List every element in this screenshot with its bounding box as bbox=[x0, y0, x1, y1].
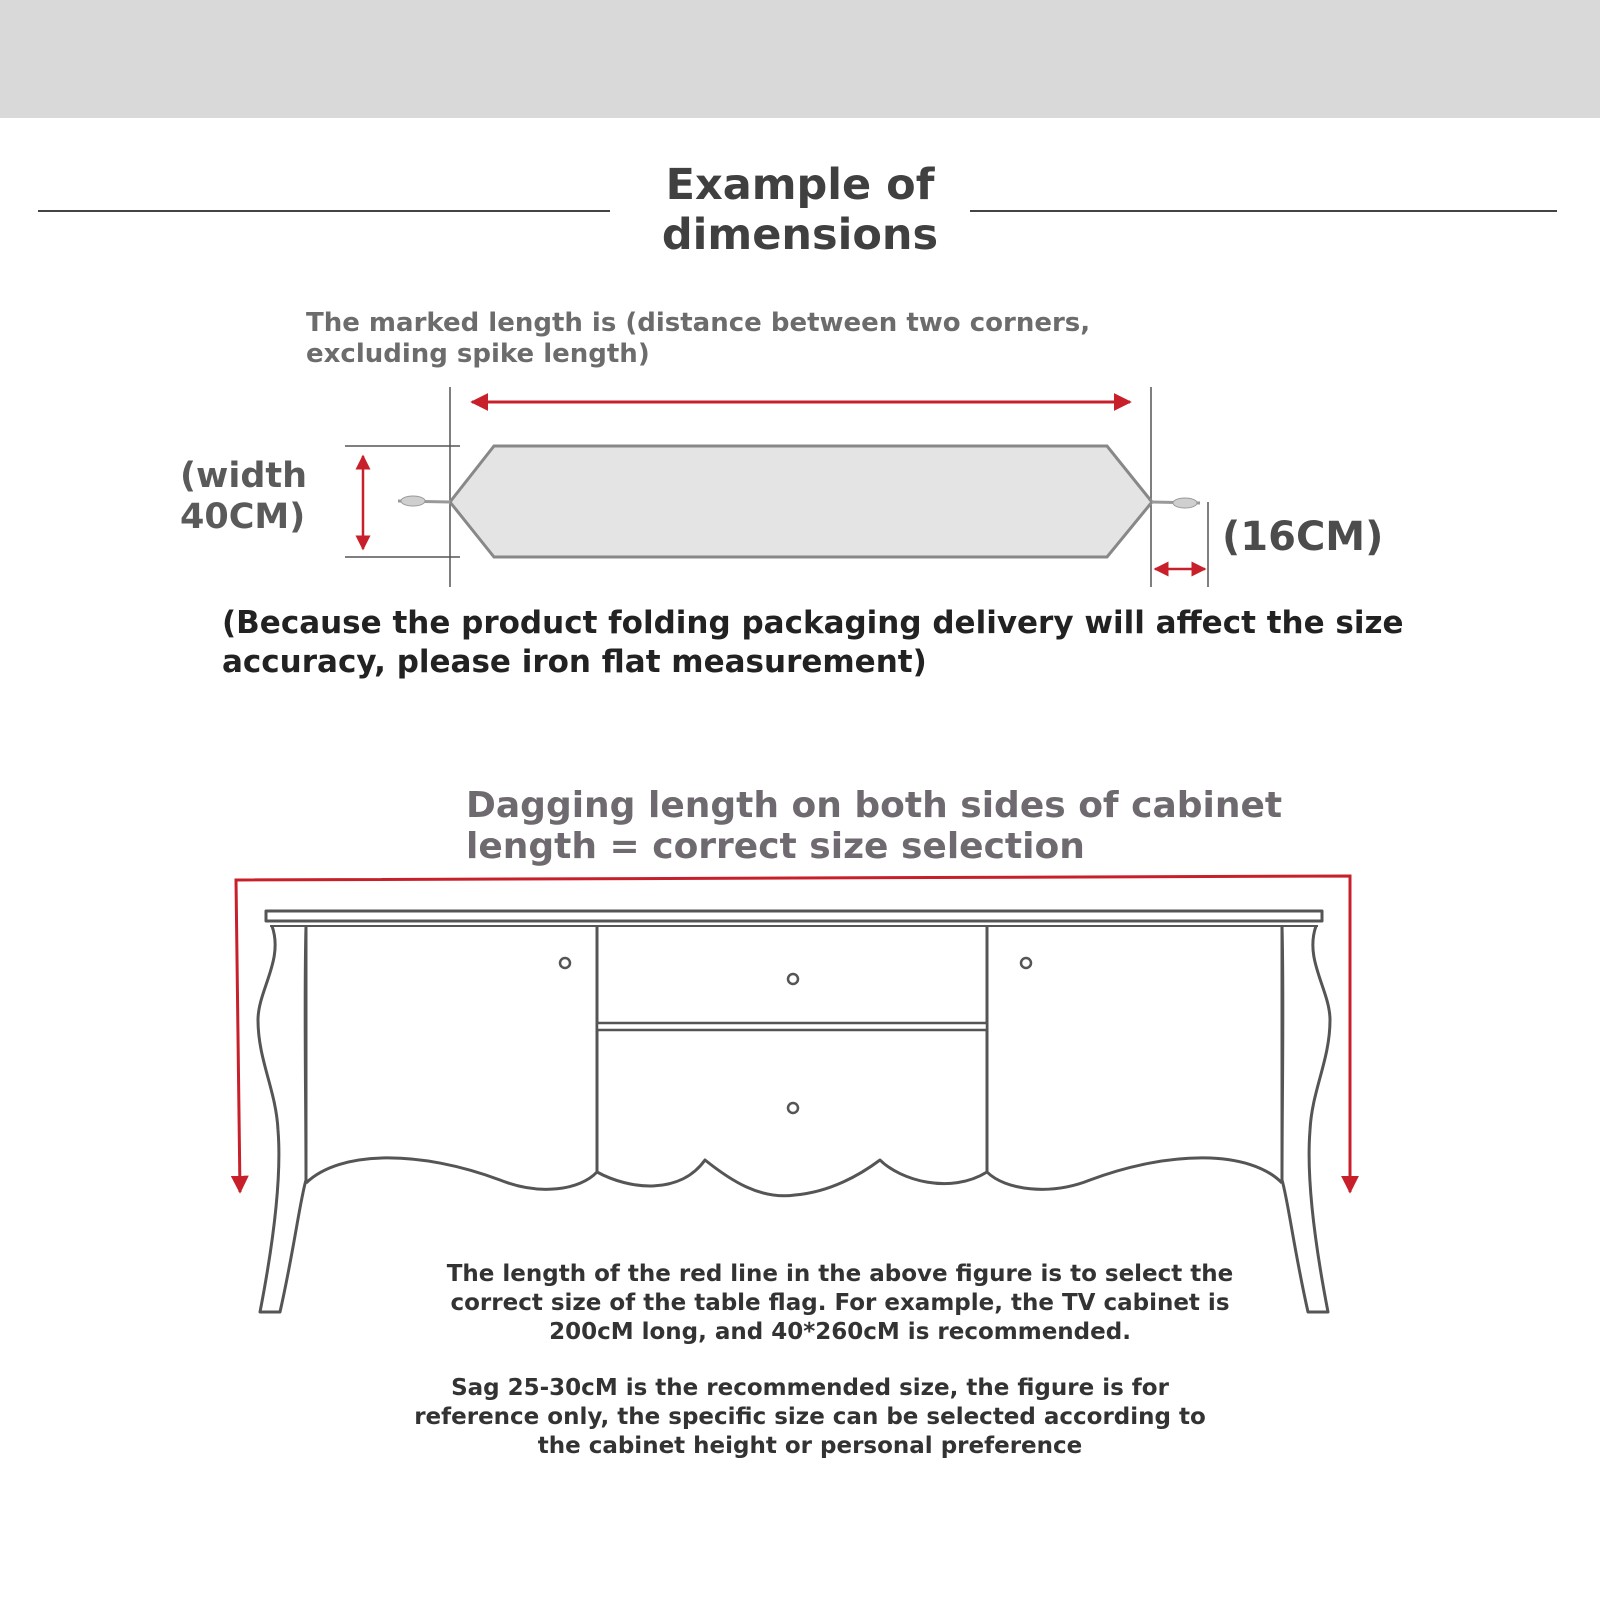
drawer-separator bbox=[597, 1023, 987, 1030]
spike-length-label: (16CM) bbox=[1222, 514, 1384, 560]
sag-note: Sag 25-30cM is the recommended size, the figure is for reference only, the specific size can be selected according to the cabinet height or personal preference bbox=[414, 1375, 1206, 1459]
table-runner-shape bbox=[450, 446, 1152, 557]
packaging-note: (Because the product folding packaging delivery will affect the size accuracy, please iron flat measurement) bbox=[222, 605, 1404, 680]
drawer-knob-top bbox=[788, 974, 798, 984]
red-line-explanation: The length of the red line in the above figure is to select the correct size of the table flag. For example, the TV cabinet is 200cM long, and 40*260cM is recommended. bbox=[446, 1261, 1234, 1345]
door-knob-left bbox=[560, 958, 570, 968]
cabinet-apron bbox=[306, 1158, 1282, 1196]
runner-diagram bbox=[345, 387, 1208, 587]
tassel-left-icon bbox=[398, 496, 450, 506]
cabinet-right-leg bbox=[1282, 926, 1330, 1312]
cabinet-top bbox=[266, 911, 1322, 921]
cabinet-left-leg bbox=[258, 926, 306, 1312]
marked-length-note: The marked length is (distance between two corners, excluding spike length) bbox=[306, 308, 1091, 369]
cabinet-diagram bbox=[258, 911, 1330, 1312]
page-title: Example of dimensions bbox=[661, 160, 939, 260]
drawer-knob-bottom bbox=[788, 1103, 798, 1113]
dagging-title: Dagging length on both sides of cabinet length = correct size selection bbox=[466, 785, 1283, 867]
tassel-right-icon bbox=[1152, 498, 1200, 508]
width-label: (width 40CM) bbox=[180, 456, 308, 537]
door-knob-right bbox=[1021, 958, 1031, 968]
drape-length-line bbox=[236, 876, 1350, 1192]
